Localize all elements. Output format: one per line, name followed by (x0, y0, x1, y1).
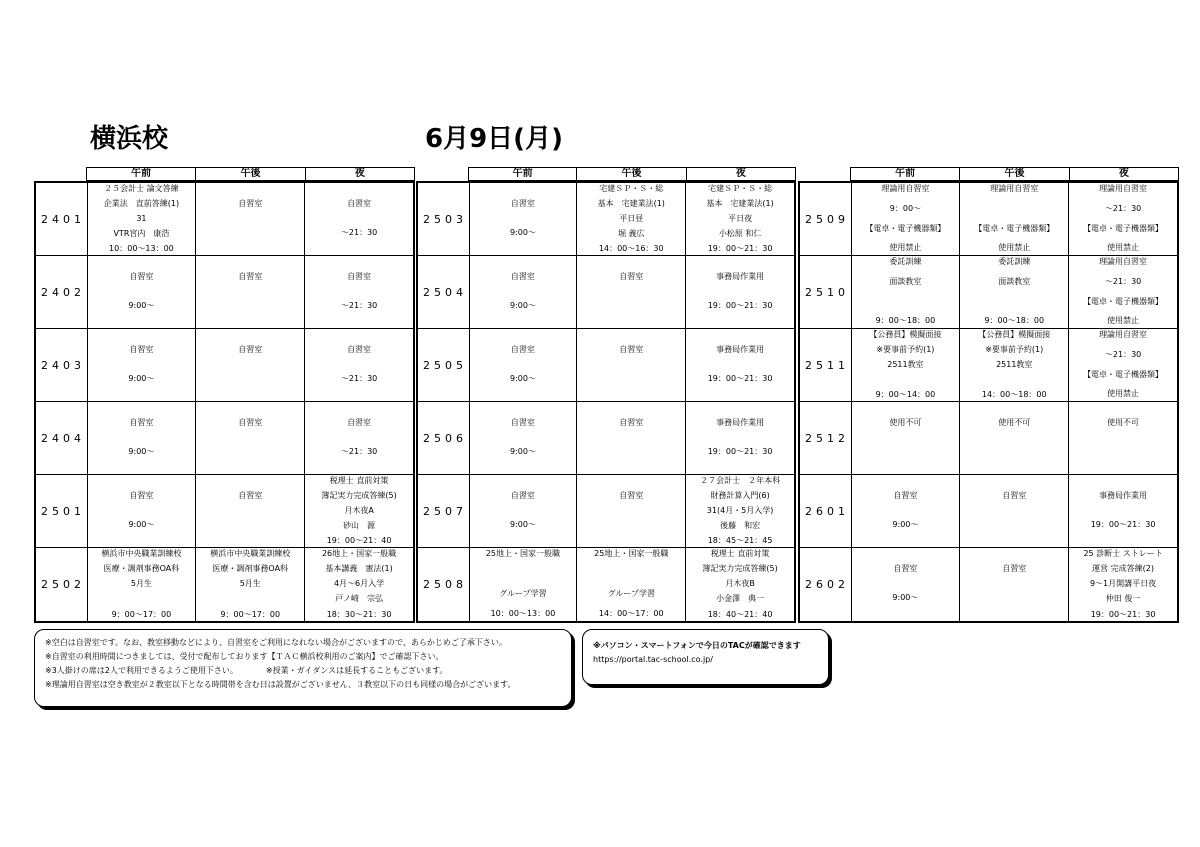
cell-line (140, 506, 143, 517)
cell-line: 小松原 和仁 (718, 228, 762, 238)
schedule-cell (577, 402, 686, 474)
cell-line: 砂山 源 (343, 520, 376, 530)
cell-line: 9:00～ (128, 301, 155, 310)
cell-line (904, 579, 907, 590)
cell-line: 自習室 (129, 272, 154, 281)
cell-line: 事務局作業用 (716, 418, 765, 427)
cell-line: ～21：30 (340, 228, 378, 237)
schedule-cell (305, 256, 413, 328)
column-header-night: 夜 (735, 168, 746, 179)
cell-line (1013, 204, 1016, 215)
cell-line: 使用禁止 (998, 243, 1031, 253)
schedule-cell (577, 548, 686, 621)
cell-line (358, 287, 361, 298)
cell-line: 自習室 (1002, 491, 1027, 500)
cell-line: 理論用自習室 (1099, 257, 1148, 266)
cell-line: 基本講義 憲法(1) (325, 564, 393, 574)
table-row (418, 183, 794, 256)
column-header-am: 午前 (469, 168, 577, 180)
cell-line (522, 506, 525, 517)
cell-line: 【電卓・電子機器類】 (1083, 223, 1164, 233)
table-row (36, 475, 413, 548)
cell-line: 9：00～ (889, 203, 922, 213)
cell-line: 5月生 (130, 579, 152, 589)
cell-line (904, 297, 907, 308)
schedule-cell (470, 183, 578, 255)
schedule-cell (88, 256, 197, 328)
cell-line: ～21：30 (1104, 276, 1142, 286)
cell-line: 使用禁止 (889, 243, 922, 253)
cell-line: 使用禁止 (1107, 389, 1140, 399)
cell-line: ２５会計士 論文答練 (104, 184, 179, 193)
cell-line: 9:00～ (509, 447, 536, 456)
schedule-cell (196, 402, 305, 474)
schedule-cell (470, 548, 578, 621)
table-row (800, 329, 1177, 402)
cell-line: 9:00～ (892, 593, 919, 602)
cell-line: VTR宮内 康浩 (113, 228, 170, 238)
schedule-cell (852, 548, 961, 621)
schedule-cell (577, 183, 686, 255)
cell-line: 自習室 (129, 491, 154, 500)
schedule-cell (470, 329, 578, 401)
column-header-am: 午前 (851, 168, 960, 180)
cell-line: 自習室 (510, 418, 535, 427)
cell-line (904, 506, 907, 517)
schedule-cell (852, 475, 961, 547)
cell-line (522, 287, 525, 298)
room-number: 2402 (36, 256, 88, 328)
schedule-cell (852, 329, 961, 401)
cell-line (739, 433, 742, 444)
cell-line: 事務局作業用 (716, 345, 765, 354)
schedule-cell (960, 183, 1069, 255)
cell-line (140, 287, 143, 298)
table-row (800, 548, 1177, 621)
schedule-cell (88, 548, 197, 621)
table-row (800, 402, 1177, 475)
cell-line: 【電卓・電子機器類】 (1083, 296, 1164, 306)
cell-line: 19：00～21：30 (707, 243, 773, 253)
column-header-pm: 午後 (196, 168, 305, 180)
cell-line: 18：30～21：30 (326, 609, 392, 619)
cell-line: 自習室 (238, 345, 263, 354)
schedule-cell (1069, 475, 1177, 547)
cell-line: 宅建ＳＰ・Ｓ・総 (599, 184, 664, 193)
cell-line: ～21：30 (340, 374, 378, 383)
cell-line: ～21：30 (1104, 349, 1142, 359)
room-number: 2503 (418, 183, 470, 255)
cell-line: 横浜市中央職業訓練校 (101, 549, 182, 558)
cell-line: 自習室 (129, 418, 154, 427)
cell-line: 理論用自習室 (1099, 330, 1148, 339)
schedule-cell (852, 402, 961, 474)
cell-line (358, 360, 361, 371)
table-row (800, 183, 1177, 256)
cell-line: 自習室 (347, 272, 372, 281)
room-number: 2602 (800, 548, 852, 621)
schedule-cell (196, 256, 305, 328)
schedule-cell (1069, 256, 1177, 328)
cell-line: 面談教室 (998, 276, 1031, 286)
cell-line: 25地上・国家一般職 (594, 549, 669, 558)
cell-line: 9：00～14：00 (875, 389, 936, 399)
cell-line: 自習室 (619, 491, 644, 500)
schedule-cell (960, 329, 1069, 401)
cell-line: ～21：30 (1104, 203, 1142, 213)
cell-line (1122, 506, 1125, 517)
cell-line: 10：00～13：00 (490, 609, 556, 619)
cell-line (522, 360, 525, 371)
cell-line: 18：40～21：40 (707, 609, 773, 619)
cell-line: 後藤 和宏 (720, 520, 761, 530)
cell-line: 宅建ＳＰ・Ｓ・総 (708, 184, 773, 193)
schedule-cell (305, 183, 413, 255)
cell-line: 事務局作業用 (716, 272, 765, 281)
cell-line: 9:00～ (892, 520, 919, 529)
room-number: 2512 (800, 402, 852, 474)
cell-line: 18：45～21：45 (707, 535, 773, 545)
cell-line: 仲田 俊一 (1105, 594, 1141, 604)
room-number: 2401 (36, 183, 88, 255)
cell-line: 税理士 直前対策 (710, 549, 770, 558)
cell-line: 税理士 直前対策 (329, 476, 389, 485)
column-header-pm: 午後 (577, 168, 686, 180)
cell-line (522, 433, 525, 444)
room-number: 2509 (800, 183, 852, 255)
cell-line (739, 287, 742, 298)
notes-box (34, 629, 572, 707)
cell-line: グループ学習 (607, 589, 655, 599)
cell-line: 基本 宅建業法(1) (597, 198, 665, 208)
room-number: 2506 (418, 402, 470, 474)
cell-line: 14：00～18：00 (981, 389, 1047, 399)
cell-line: 自習室 (347, 418, 372, 427)
cell-line: 自習室 (619, 418, 644, 427)
cell-line: 平日夜 (728, 213, 753, 223)
table-row (418, 475, 794, 548)
schedule-cell (1069, 548, 1177, 621)
cell-line: 自習室 (238, 272, 263, 281)
cell-line: 月木夜A (344, 505, 374, 515)
cell-line: 理論用自習室 (990, 184, 1039, 193)
schedule-cell (305, 548, 413, 621)
cell-line: 9～1月開講平日夜 (1089, 579, 1157, 589)
schedule-cell (686, 183, 794, 255)
cell-line: 平日昼 (619, 213, 644, 223)
schedule-cell (88, 402, 197, 474)
cell-line (249, 594, 252, 605)
cell-line: 自習室 (129, 345, 154, 354)
room-number: 2511 (800, 329, 852, 401)
cell-line: 26地上・国家一般職 (321, 549, 397, 558)
info-title: ※パソコン・スマートフォンで今日のTACが確認できます (593, 641, 801, 650)
column-header-pm: 午後 (960, 168, 1069, 180)
cell-line: ※要事前予約(1) (985, 344, 1044, 354)
room-number: 2508 (418, 548, 470, 621)
cell-line: 【電卓・電子機器類】 (974, 223, 1055, 233)
cell-line: 25地上・国家一般職 (485, 549, 561, 558)
cell-line: 14：00～17：00 (598, 609, 664, 619)
cell-line: 簿記実力完成答練(5) (321, 490, 397, 500)
schedule-cell (686, 548, 794, 621)
cell-line: 事務局作業用 (1099, 491, 1148, 500)
schedule-cell (470, 256, 578, 328)
cell-line: 自習室 (619, 272, 644, 281)
room-table (416, 181, 796, 623)
cell-line: 委託訓練 (889, 257, 922, 266)
cell-line (1013, 375, 1016, 386)
cell-line: 2511教室 (996, 359, 1033, 369)
room-table (798, 181, 1179, 623)
schedule-cell (196, 548, 305, 621)
cell-line: 医療・調剤事務OA科 (212, 564, 289, 574)
cell-line: 5月生 (239, 579, 261, 589)
cell-line: ～21：30 (340, 301, 378, 310)
cell-line: 医療・調剤事務OA科 (103, 564, 180, 574)
cell-line: 基本 宅建業法(1) (706, 198, 774, 208)
cell-line: 14：00～16：30 (598, 243, 664, 253)
schedule-cell (88, 329, 197, 401)
cell-line: 9：00～18：00 (984, 316, 1045, 326)
schedule-cell (88, 183, 197, 255)
school-title: 横浜校 (90, 124, 169, 154)
schedule-cell (852, 256, 961, 328)
cell-line: 【電卓・電子機器類】 (865, 223, 946, 233)
table-row (36, 183, 413, 256)
cell-line: 理論用自習室 (881, 184, 930, 193)
schedule-cell (960, 548, 1069, 621)
cell-line: 【公務員】模擬面接 (978, 330, 1051, 339)
schedule-cell (305, 402, 413, 474)
schedule-cell (305, 475, 413, 547)
cell-line: 小金澤 典一 (716, 594, 765, 604)
cell-line: 理論用自習室 (1099, 184, 1148, 193)
cell-line: 9：00～17：00 (111, 609, 172, 619)
cell-line (904, 375, 907, 386)
schedule-cell (88, 475, 197, 547)
note-line: ※理論用自習室は空き教室が２教室以下となる時間帯を含む日は設置がございません、３教室以下の日も同様の場合がございます。 (45, 680, 516, 689)
schedule-cell (577, 256, 686, 328)
room-number: 2404 (36, 402, 88, 474)
info-box (582, 629, 829, 685)
cell-line: 自習室 (238, 418, 263, 427)
column-header (850, 167, 1179, 181)
cell-line: 堀 義広 (617, 228, 645, 238)
cell-line: 25 診断士 ストレート (1083, 549, 1163, 558)
cell-line: ※要事前予約(1) (876, 344, 935, 354)
table-row (36, 548, 413, 621)
cell-line: 使用不可 (998, 418, 1031, 427)
cell-line: 9:00～ (128, 447, 155, 456)
cell-line: 運営 完成答練(2) (1092, 564, 1154, 574)
cell-line: 自習室 (238, 199, 263, 208)
cell-line (1013, 297, 1016, 308)
cell-line: 9：00～18：00 (875, 316, 936, 326)
table-row (36, 329, 413, 402)
column-header (86, 167, 415, 181)
cell-line: 19：00～21：30 (707, 447, 773, 456)
cell-line: 9:00～ (509, 374, 536, 383)
cell-line: 【公務員】模擬面接 (869, 330, 942, 339)
cell-line: 4月～6月入学 (333, 579, 385, 589)
table-row (418, 402, 794, 475)
schedule-cell (686, 256, 794, 328)
note-line: ※3人掛けの席は2人で利用できるようご使用下さい。 ※授業・ガイダンスは延長することもございます。 (45, 666, 448, 675)
cell-line: 9:00～ (128, 520, 155, 529)
schedule-cell (577, 329, 686, 401)
info-url[interactable]: https://portal.tac-school.co.jp/ (593, 655, 713, 664)
cell-line: 自習室 (893, 491, 918, 500)
cell-line: 19：00～21：30 (1090, 520, 1156, 529)
cell-line: 31(4月・5月入学) (706, 505, 774, 515)
note-line: ※空白は自習室です。なお、教室移動などにより、自習室をご利用になれない場合がございますので、あらかじめご了承下さい。 (45, 638, 507, 647)
cell-line: グループ学習 (499, 589, 547, 599)
cell-line (358, 214, 361, 225)
column-header (468, 167, 796, 181)
schedule-cell (1069, 183, 1177, 255)
note-line: ※自習室の利用時間につきましては、受付で配布しております【ＴＡＣ横浜校利用のご案内】でご確認下さい。 (45, 652, 444, 661)
schedule-cell (686, 402, 794, 474)
cell-line: 31 (136, 213, 147, 223)
cell-line: 財務計算入門(6) (710, 490, 770, 500)
schedule-cell (470, 475, 578, 547)
cell-line: 自習室 (893, 564, 918, 573)
schedule-cell (196, 183, 305, 255)
cell-line: 10：00～13：00 (109, 243, 174, 253)
cell-line: 委託訓練 (998, 257, 1031, 266)
table-row (418, 548, 794, 621)
cell-line: 企業法 直前答練(1) (103, 198, 180, 208)
schedule-cell (686, 475, 794, 547)
cell-line: 9:00～ (509, 301, 536, 310)
schedule-cell (960, 402, 1069, 474)
date-title: 6月9日(月) (425, 124, 563, 154)
room-number: 2507 (418, 475, 470, 547)
table-row (36, 402, 413, 475)
schedule-cell (960, 475, 1069, 547)
column-header-night: 夜 (354, 168, 365, 179)
cell-line: 9：00～17：00 (220, 609, 281, 619)
cell-line: 自習室 (510, 199, 535, 208)
table-row (800, 256, 1177, 329)
cell-line: 使用禁止 (1107, 243, 1140, 253)
cell-line: 自習室 (510, 491, 535, 500)
cell-line (140, 360, 143, 371)
cell-line: 使用不可 (1107, 418, 1140, 427)
column-header-night: 夜 (1118, 168, 1129, 179)
cell-line: 9:00～ (509, 520, 536, 529)
table-row (418, 256, 794, 329)
table-row (418, 329, 794, 402)
cell-line: 自習室 (238, 491, 263, 500)
schedule-cell (852, 183, 961, 255)
cell-line: 2511教室 (887, 359, 924, 369)
column-header-am: 午前 (87, 168, 196, 180)
cell-line: 19：00～21：30 (1090, 609, 1156, 619)
schedule-cell (686, 329, 794, 401)
table-row (36, 256, 413, 329)
cell-line: 自習室 (347, 345, 372, 354)
cell-line: 横浜市中央職業訓練校 (210, 549, 291, 558)
cell-line: ～21：30 (340, 447, 378, 456)
cell-line: 【電卓・電子機器類】 (1083, 369, 1164, 379)
cell-line: 自習室 (510, 345, 535, 354)
cell-line: 自習室 (347, 199, 372, 208)
cell-line (630, 569, 633, 580)
cell-line (140, 433, 143, 444)
cell-line: 自習室 (1002, 564, 1027, 573)
cell-line: 自習室 (510, 272, 535, 281)
cell-line (140, 594, 143, 605)
room-number: 2505 (418, 329, 470, 401)
schedule-cell (305, 329, 413, 401)
cell-line: 9:00～ (128, 374, 155, 383)
cell-line: 使用禁止 (1107, 316, 1140, 326)
room-number: 2601 (800, 475, 852, 547)
schedule-cell (196, 329, 305, 401)
cell-line: 簿記実力完成答練(5) (702, 564, 778, 574)
cell-line: ２７会計士 ２年本科 (700, 476, 781, 485)
cell-line: 使用不可 (889, 418, 922, 427)
room-number: 2501 (36, 475, 88, 547)
cell-line: 月木夜B (725, 579, 755, 589)
room-number: 2502 (36, 548, 88, 621)
schedule-cell (1069, 329, 1177, 401)
cell-line (739, 360, 742, 371)
cell-line: 戸ノ崎 宗弘 (335, 594, 384, 604)
cell-line: 9:00～ (509, 228, 536, 237)
room-number: 2403 (36, 329, 88, 401)
cell-line (522, 214, 525, 225)
schedule-cell (196, 475, 305, 547)
schedule-cell (470, 402, 578, 474)
cell-line: 面談教室 (889, 276, 922, 286)
schedule-cell (960, 256, 1069, 328)
schedule-cell (577, 475, 686, 547)
cell-line: 自習室 (619, 345, 644, 354)
cell-line (522, 569, 525, 580)
cell-line (358, 433, 361, 444)
schedule-cell (1069, 402, 1177, 474)
cell-line: 19：00～21：30 (707, 374, 773, 383)
room-table (34, 181, 415, 623)
room-number: 2510 (800, 256, 852, 328)
room-number: 2504 (418, 256, 470, 328)
cell-line: 19：00～21：40 (326, 535, 392, 545)
cell-line: 19：00～21：30 (707, 301, 773, 310)
table-row (800, 475, 1177, 548)
